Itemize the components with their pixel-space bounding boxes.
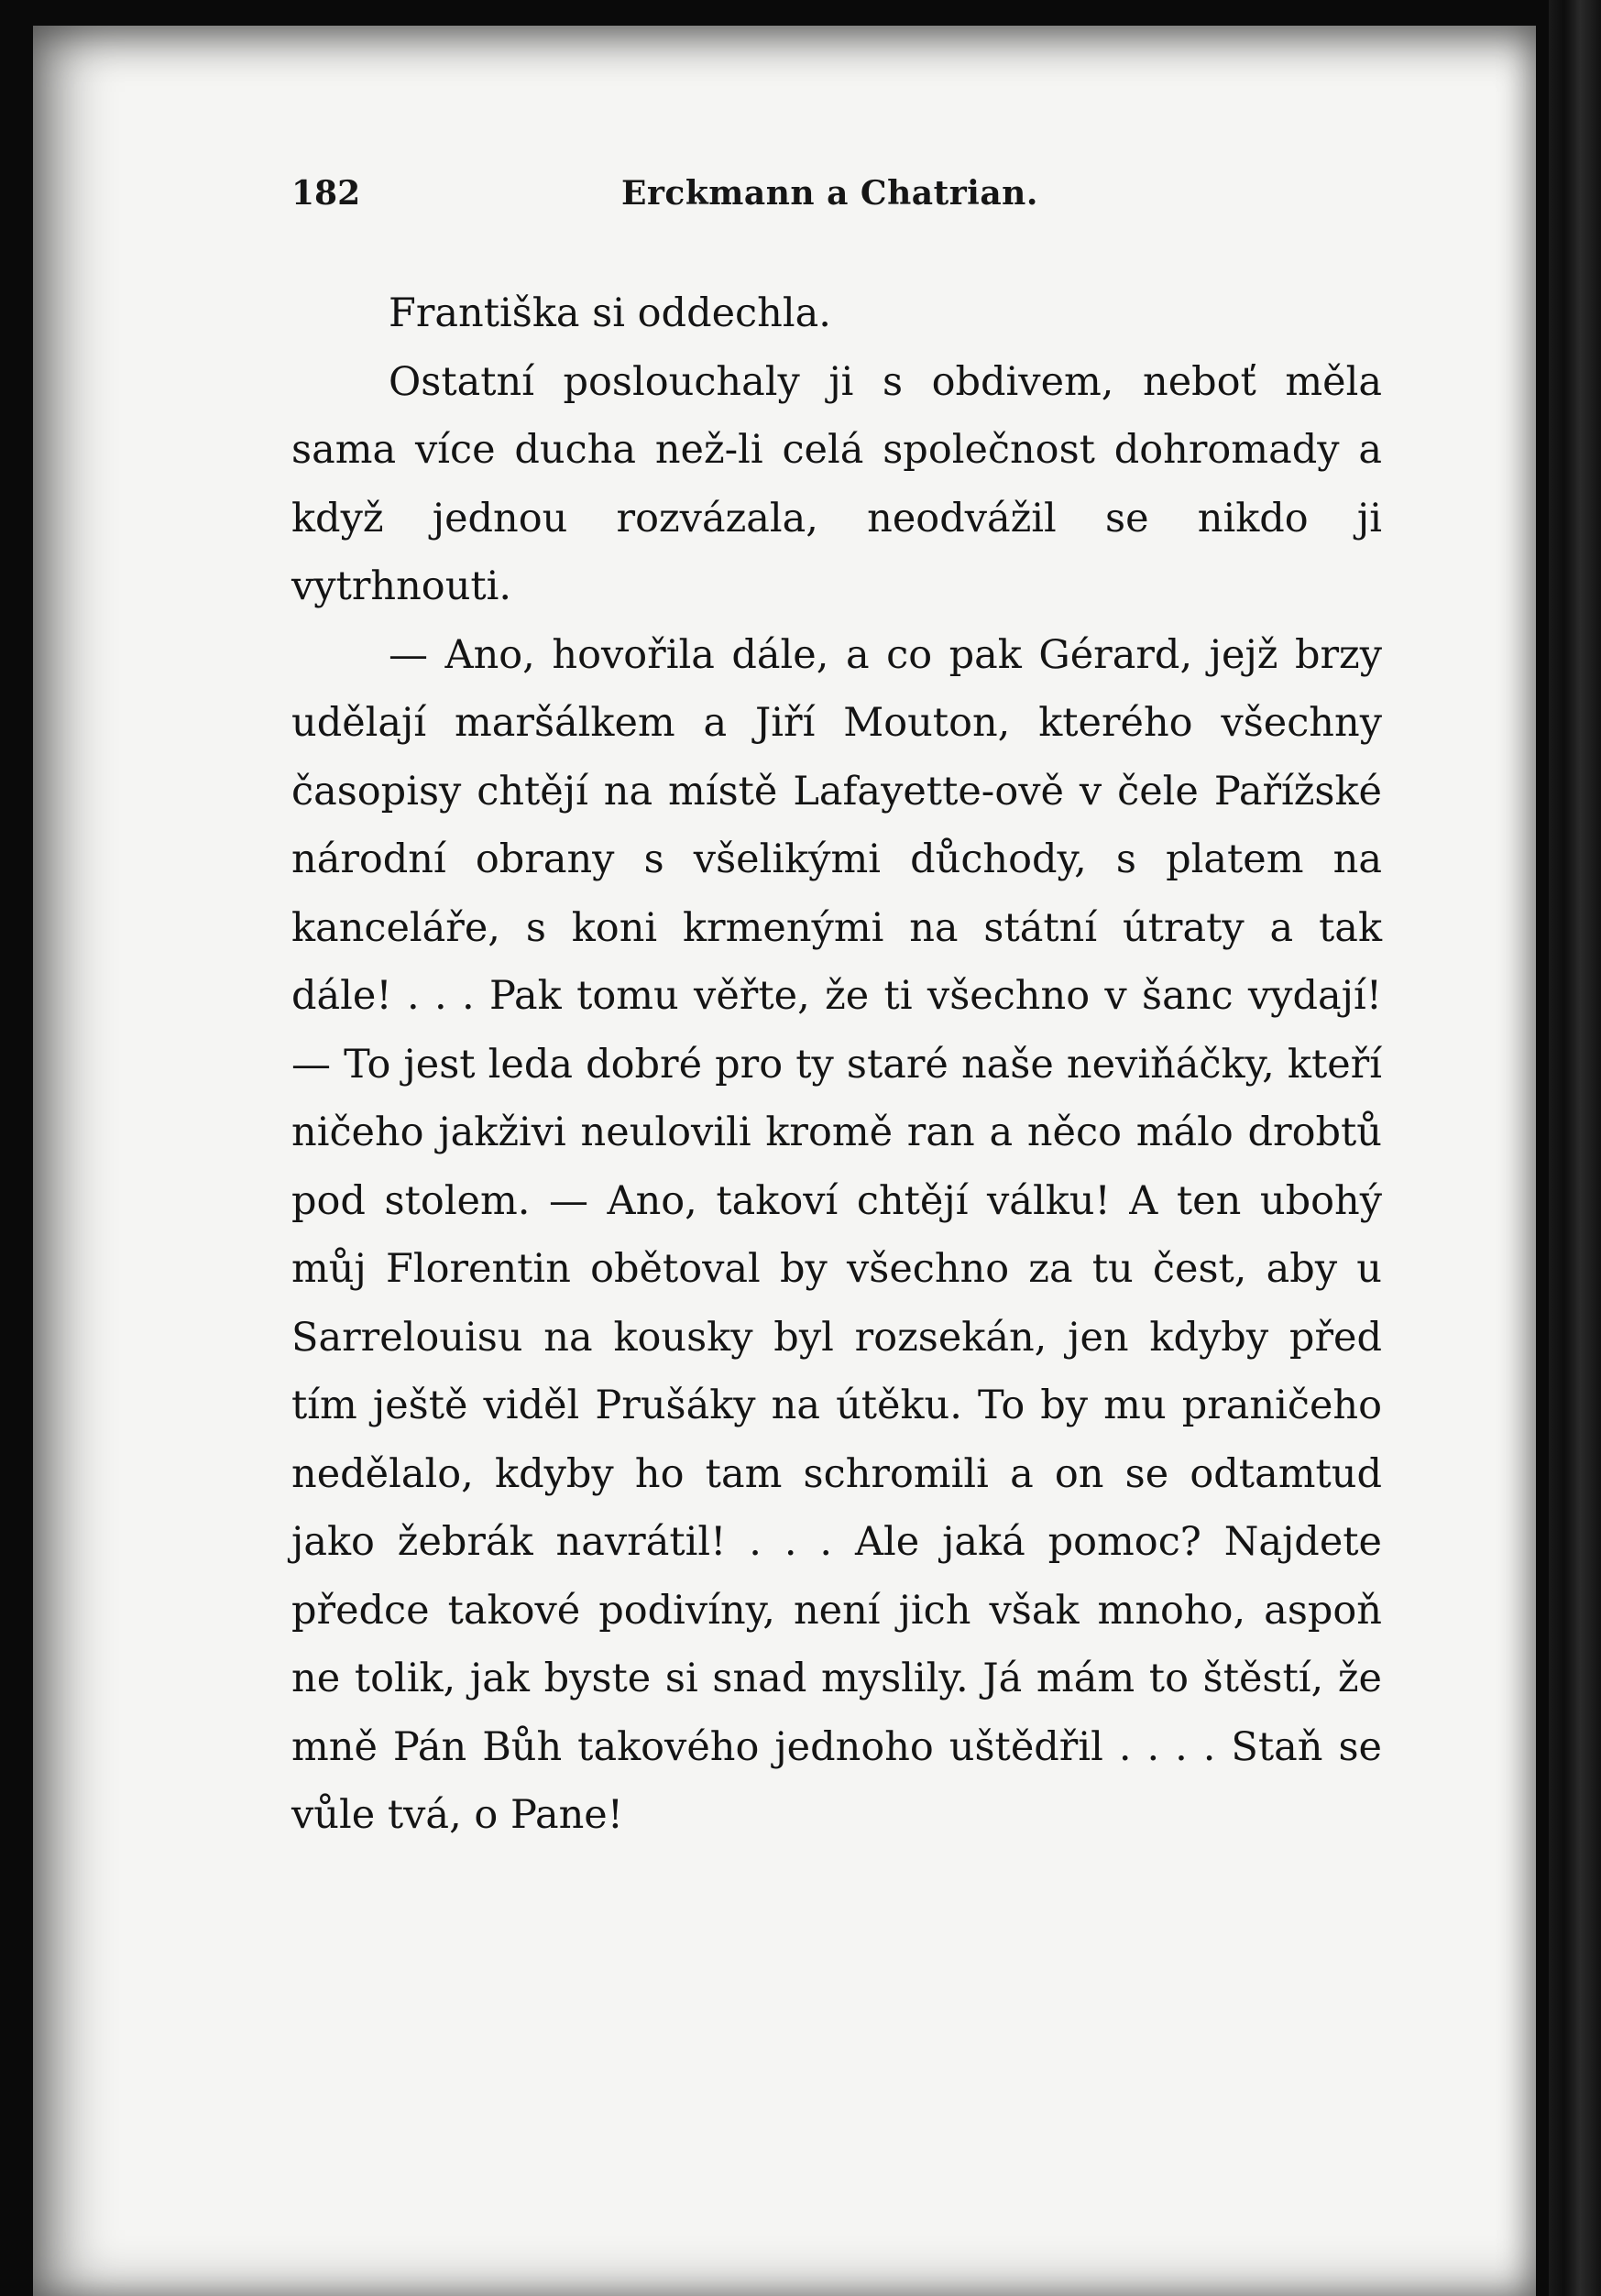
binding-edge	[1549, 0, 1601, 2296]
page-header	[291, 174, 1382, 229]
page-number: 182	[291, 174, 361, 213]
paragraph: Františka si oddechla.	[389, 290, 831, 336]
running-head: Erckmann a Chatrian.	[621, 174, 1038, 213]
body-text	[291, 279, 1382, 1850]
paragraph: Ostatní poslouchaly ji s obdivem, neboť měla sama více ducha než-li celá společnost dohromady a když jednou rozvázala, neodvážil se nikdo ji vytrhnouti.	[291, 358, 1382, 609]
paragraph: — Ano, hovořila dále, a co pak Gérard, jejž brzy udělají maršálkem a Jiří Mouton, kterého všechny časopisy chtějí na místě Lafayette-ově v čele Pařížské národní obrany s všelikými důchody, s platem na kanceláře, s koni krmenými na státní útraty a tak dále! . . . Pak tomu věřte, že ti všechno v šanc vydají! — To jest leda dobré pro ty staré naše neviňáčky, kteří ničeho jakživi neulovili kromě ran a něco málo drobtů pod stolem. — Ano, takoví chtějí válku! A ten ubohý můj Florentin obětoval by všechno za tu čest, aby u Sarrelouisu na kousky byl rozsekán, jen kdyby před tím ještě viděl Prušáky na útěku. To by mu praničeho nedělalo, kdyby ho tam schromili a on se odtamtud jako žebrák navrátil! . . . Ale jaká pomoc? Najdete předce takové podivíny, není jich však mnoho, aspoň ne tolik, jak byste si snad myslily. Já mám to štěstí, že mně Pán Bůh takového jednoho uštědřil . . . . Staň se vůle tvá, o Pane!	[291, 631, 1382, 1838]
